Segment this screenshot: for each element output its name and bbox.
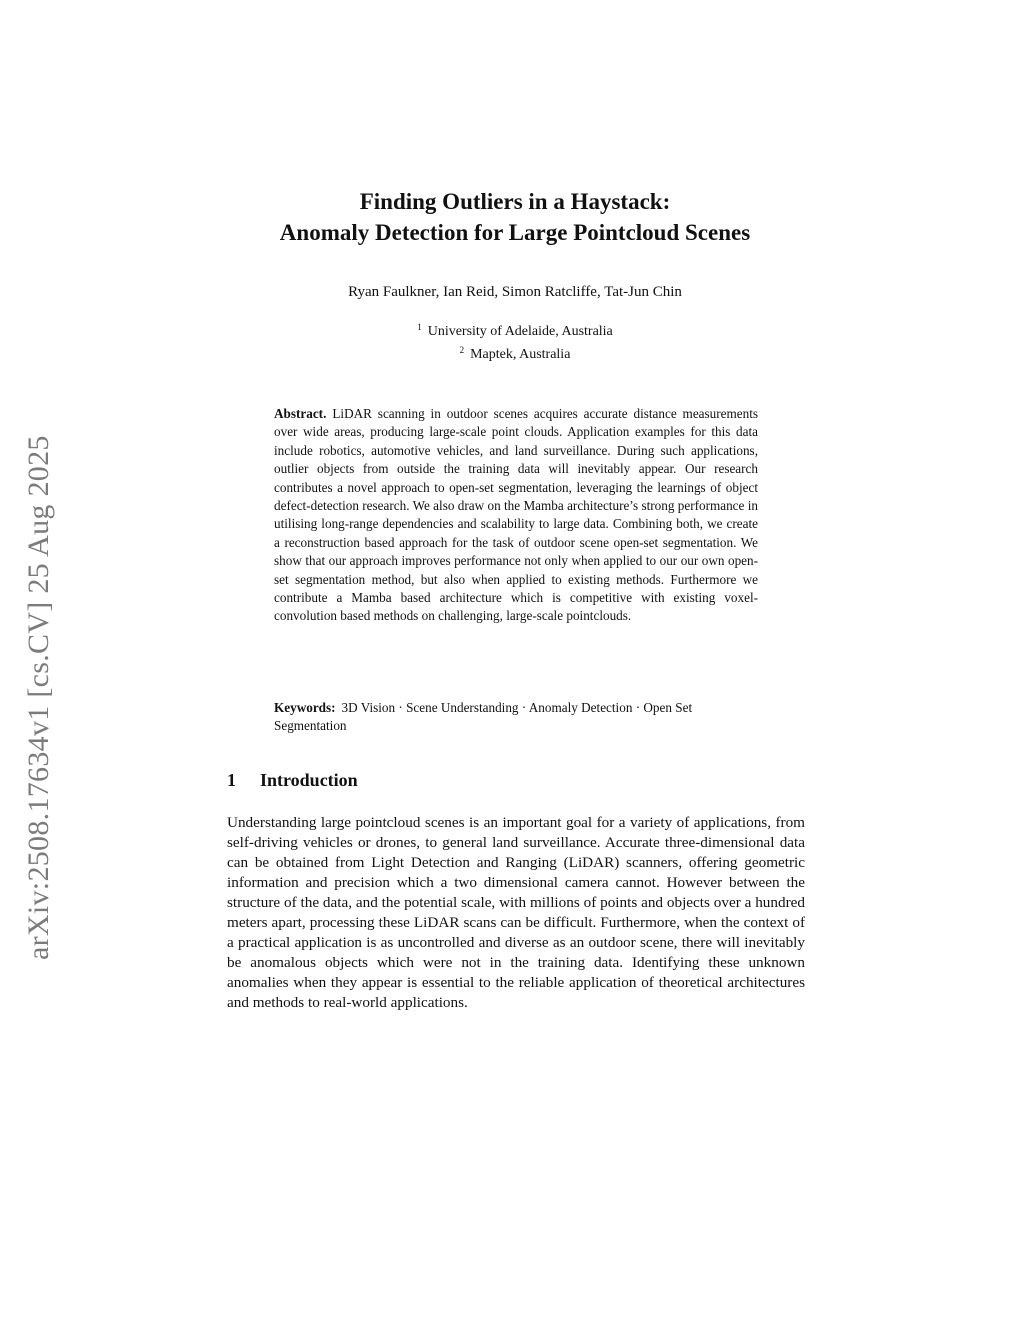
- keywords-label: Keywords:: [274, 700, 336, 715]
- title-line-1: Finding Outliers in a Haystack:: [359, 189, 671, 214]
- affiliation-marker-1: 1: [417, 322, 422, 332]
- keywords: [274, 699, 758, 736]
- affiliation-marker-2: 2: [459, 345, 465, 355]
- keywords-text: 3D Vision · Scene Understanding · Anomaly Detection · Open Set Segmentation: [274, 700, 693, 734]
- section-title: Introduction: [260, 770, 358, 790]
- abstract-text: LiDAR scanning in outdoor scenes acquires accurate distance measurements over wide areas, producing large-scale point clouds. Application examples for this data include robotics, automotive vehicles, and land surveillance. During such applications, outlier objects from outside the training data will inevitably appear. Our research contributes a novel approach to open-set segmentation, leveraging the learnings of object defect-detection research. We also draw on the Mamba architecture’s strong performance in utilising long-range dependencies and scalability to large data. Combining both, we create a reconstruction based approach for the task of outdoor scene open-set segmentation. We show that our approach improves performance not only when applied to our our own open-set segmentation method, but also when applied to existing methods. Furthermore we contribute a Mamba based architecture which is competitive with existing voxel-convolution based methods on challenging, large-scale pointclouds.: [274, 406, 758, 624]
- introduction-paragraph: Understanding large pointcloud scenes is an important goal for a variety of applications, from self-driving vehicles or drones, to general land surveillance. Accurate three-dimensional data can be obtained from Light Detection and Ranging (LiDAR) scanners, offering geometric information and precision which a two dimensional camera cannot. However between the structure of the data, and the potential scale, with millions of points and objects over a hundred meters apart, processing these LiDAR scans can be difficult. Furthermore, when the context of a practical application is as uncontrolled and diverse as an outdoor scene, there will inevitably be anomalous objects which were not in the training data. Identifying these unknown anomalies when they appear is essential to the reliable application of theoretical architectures and methods to real-world applications.: [227, 814, 805, 1011]
- affiliation-name-2: Maptek, Australia: [470, 347, 571, 362]
- affiliations: [180, 318, 850, 364]
- affiliation-2: [180, 341, 850, 364]
- title-line-2: Anomaly Detection for Large Pointcloud Scenes: [279, 220, 751, 245]
- abstract-label: Abstract.: [274, 406, 327, 421]
- abstract: [274, 405, 758, 626]
- affiliation-1: [180, 318, 850, 341]
- affiliation-name-1: University of Adelaide, Australia: [427, 324, 613, 339]
- section-number: 1: [227, 770, 236, 790]
- paper-title: [180, 186, 850, 248]
- author-list: Ryan Faulkner, Ian Reid, Simon Ratcliffe, Tat-Jun Chin: [348, 284, 682, 300]
- section-heading-introduction: [227, 770, 358, 791]
- arxiv-identifier-stamp: arXiv:2508.17634v1 [cs.CV] 25 Aug 2025: [22, 435, 55, 960]
